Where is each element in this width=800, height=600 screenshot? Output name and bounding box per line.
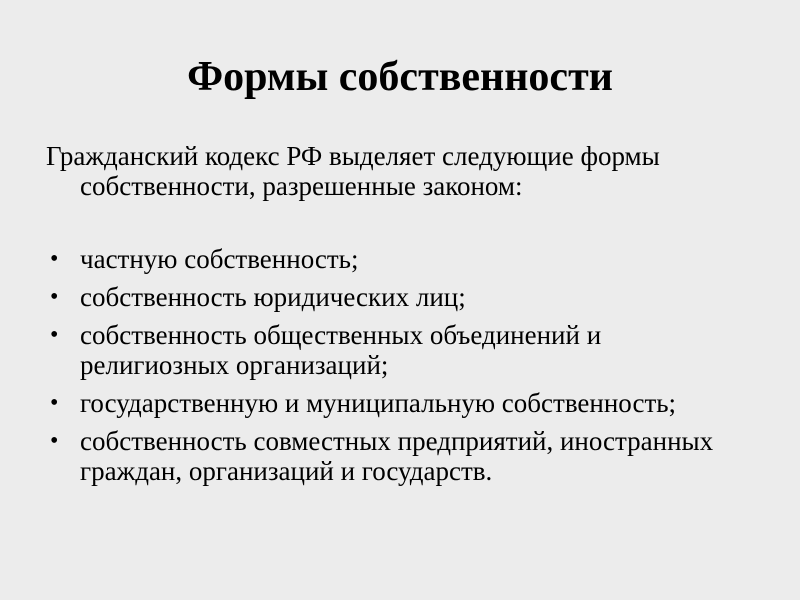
list-item <box>46 388 746 418</box>
list-item-text: государственную и муниципальную собственность; <box>80 388 677 418</box>
list-item-text: собственность юридических лиц; <box>80 282 466 312</box>
bullet-icon: • <box>50 428 59 454</box>
list-item <box>46 426 746 486</box>
list-item-text: собственность общественных объединений и религиозных организаций; <box>80 320 602 380</box>
list-item <box>46 320 746 380</box>
bullet-icon: • <box>50 246 59 272</box>
bullet-list <box>46 244 746 494</box>
list-item-text: собственность совместных предприятий, иностранных граждан, организаций и государств. <box>80 426 714 486</box>
bullet-icon: • <box>50 284 59 310</box>
list-item <box>46 244 746 274</box>
bullet-icon: • <box>50 390 59 416</box>
intro-text: Гражданский кодекс РФ выделяет следующие формы собственности, разрешенные законом: <box>46 141 660 201</box>
slide-title: Формы собственности <box>187 54 613 100</box>
list-item-text: частную собственность; <box>80 244 359 274</box>
list-item <box>46 282 746 312</box>
bullet-icon: • <box>50 322 59 348</box>
